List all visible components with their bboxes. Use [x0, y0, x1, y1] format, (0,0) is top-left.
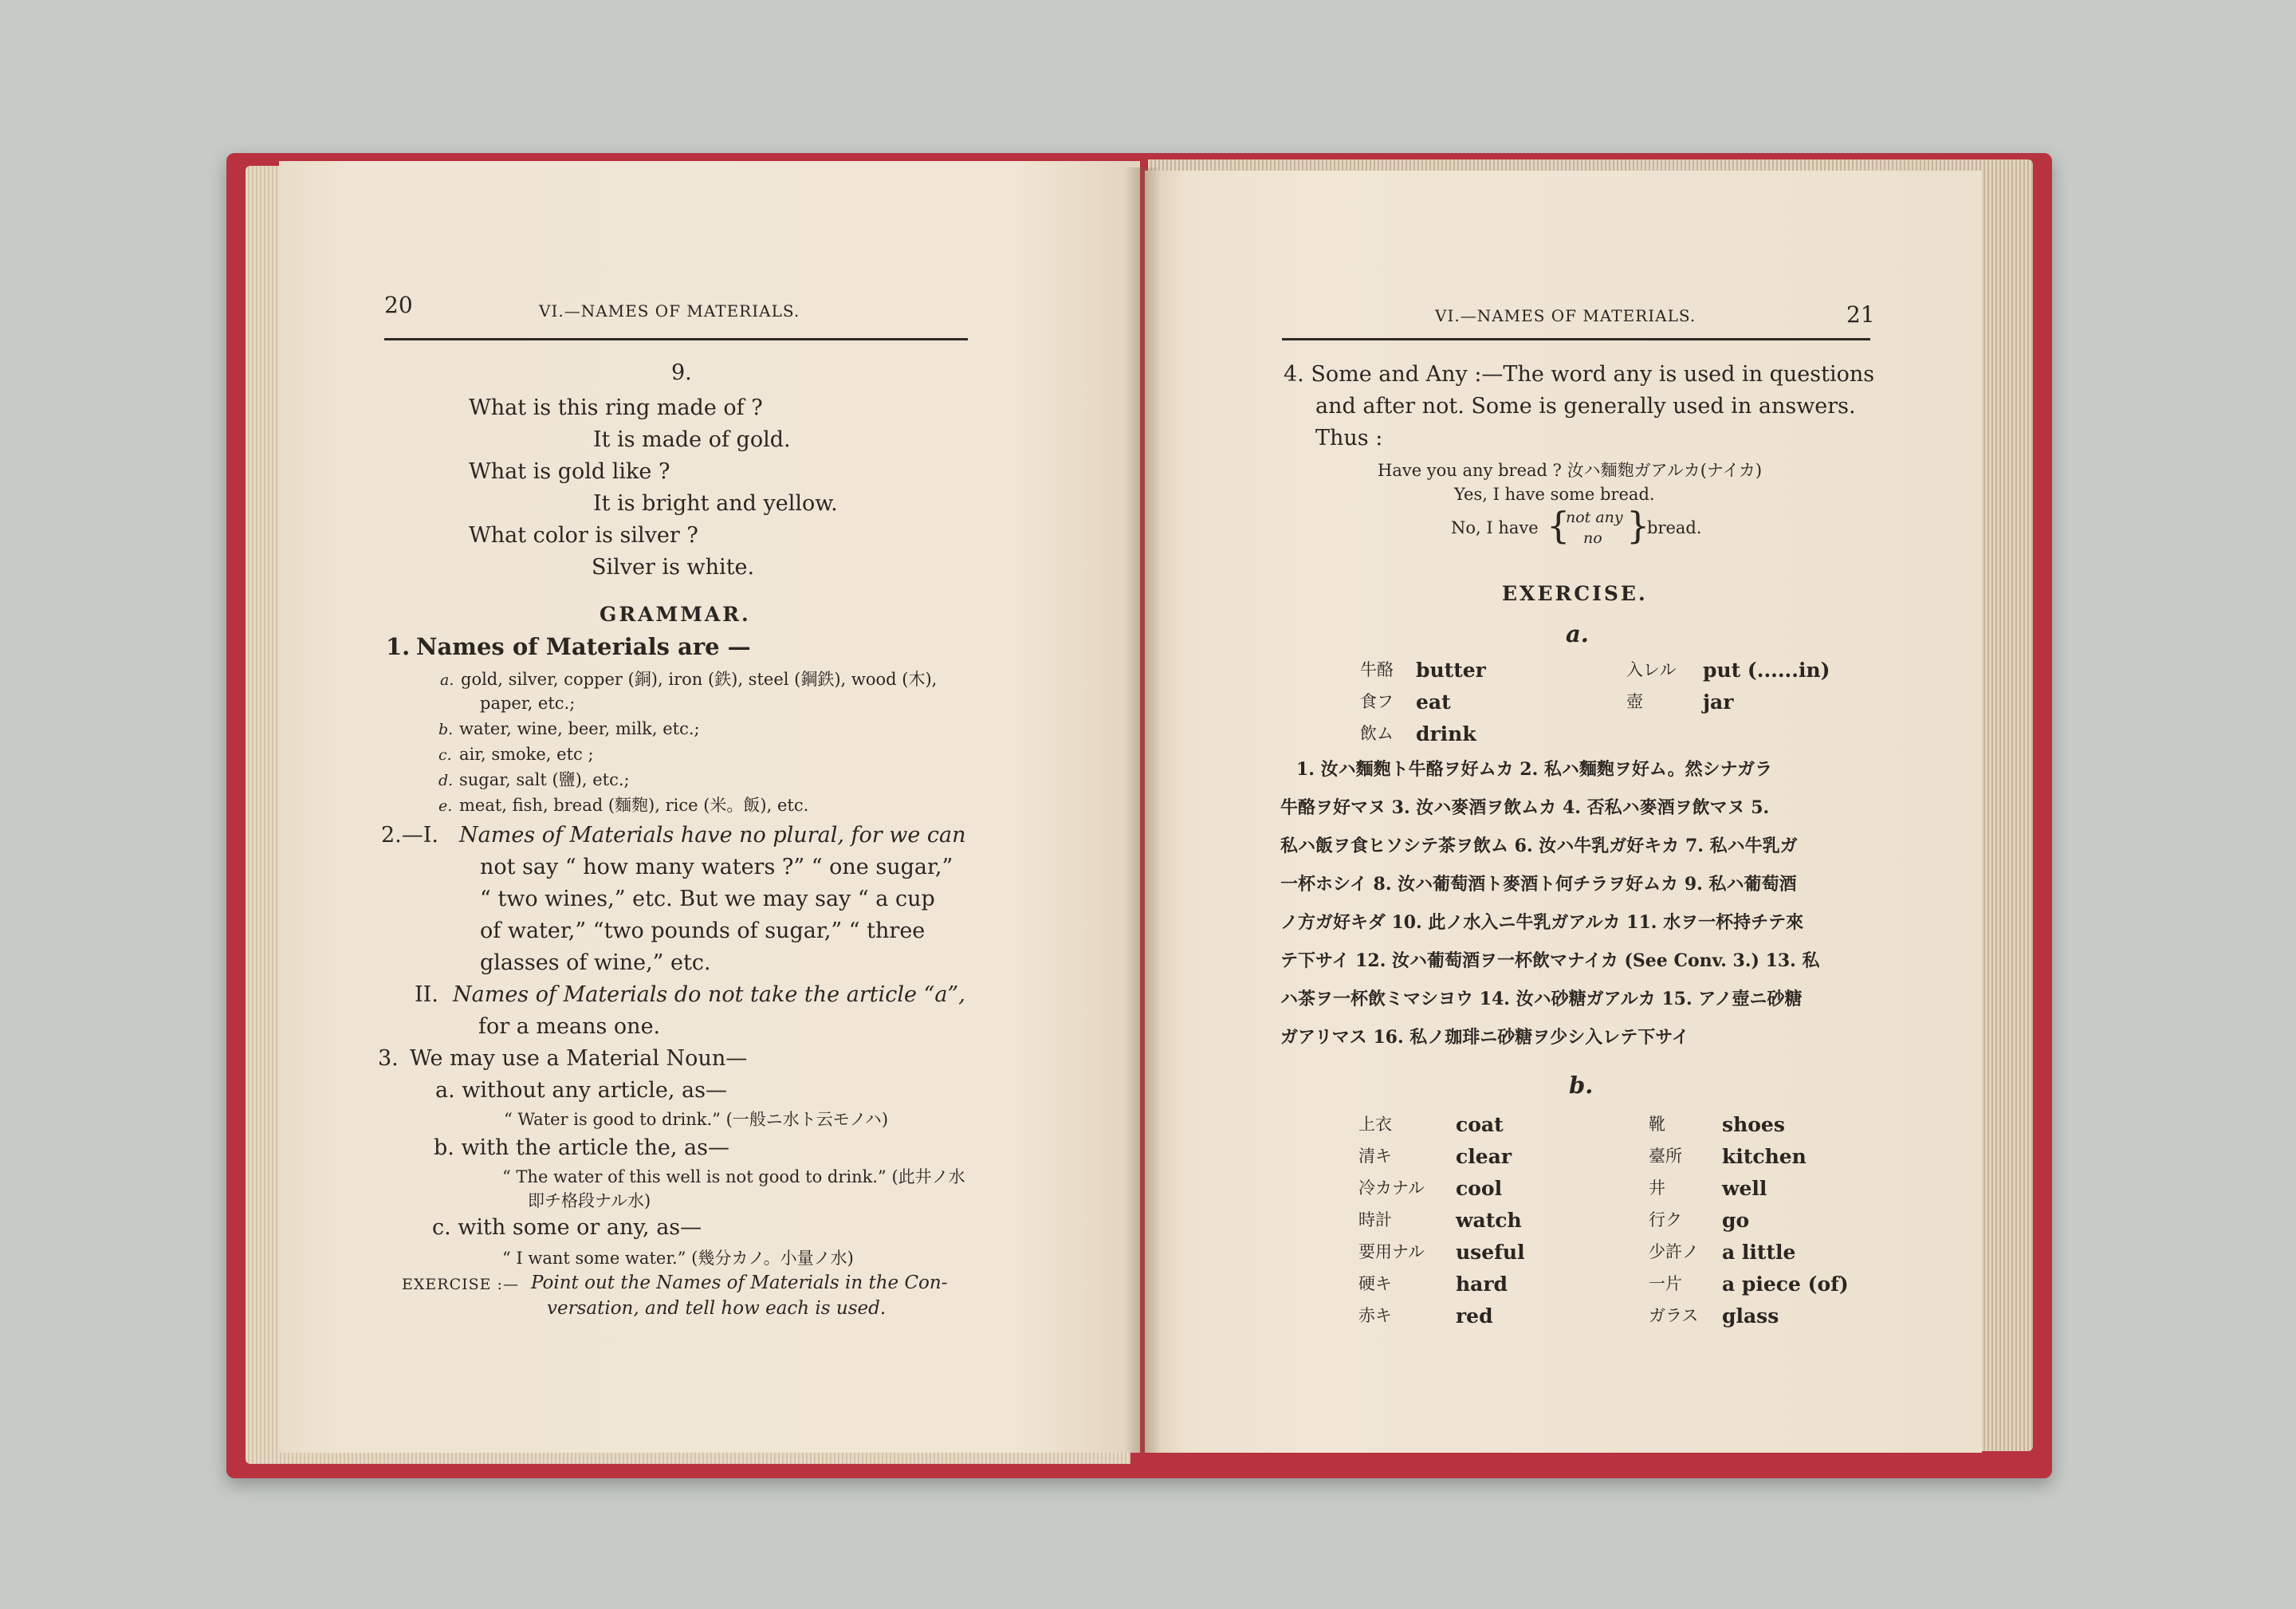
exercise-sentence: 一杯ホシイ 8. 汝ハ葡萄酒ト麥酒ト何チラヲ好ムカ 9. 私ハ葡萄酒 — [1280, 874, 1797, 895]
dialogue-line: What color is silver ? — [469, 523, 698, 548]
example: no — [1583, 529, 1602, 547]
vocab-jp: 井 — [1649, 1178, 1665, 1198]
vocab-jp: 硬キ — [1358, 1274, 1392, 1293]
vocab-jp: 入レル — [1626, 660, 1677, 679]
exercise-sentence: テ下サイ 12. 汝ハ葡萄酒ヲ一杯飲マナイカ (See Conv. 3.) 13. 私 — [1280, 950, 1820, 971]
point-text: Thus : — [1315, 426, 1383, 450]
sub-point: c. with some or any, as— — [432, 1215, 702, 1240]
vocab-jp: 壺 — [1626, 692, 1643, 711]
vocab-en: coat — [1456, 1113, 1504, 1136]
vocab-jp: 少許ノ — [1649, 1242, 1699, 1261]
item-text: sugar, salt (鹽), etc.; — [459, 770, 630, 789]
point-text: and after not. Some is generally used in answers. — [1315, 394, 1856, 419]
item-text: gold, silver, copper (銅), iron (鉄), steel (鋼鉄), wood (木), — [461, 670, 938, 689]
dialogue-line: What is gold like ? — [469, 459, 670, 484]
example: “ The water of this well is not good to drink.” (此井ノ水 — [502, 1167, 965, 1186]
vocab-jp: 食フ — [1360, 692, 1394, 711]
example: bread. — [1647, 518, 1702, 537]
item-letter: e. — [438, 797, 453, 815]
vocab-jp: 上衣 — [1358, 1115, 1392, 1134]
item-letter: b. — [438, 721, 454, 738]
point-text: for a means one. — [478, 1014, 661, 1039]
vocab-jp: 時計 — [1358, 1210, 1392, 1229]
header-rule — [384, 338, 968, 340]
exercise-label: EXERCISE :— — [402, 1276, 519, 1293]
item-letter: a. — [440, 671, 454, 689]
vocab-en: red — [1456, 1304, 1493, 1328]
example: No, I have — [1451, 518, 1539, 537]
section-number: 9. — [671, 360, 692, 385]
vocab-en: shoes — [1722, 1113, 1785, 1136]
dialogue-line: It is bright and yellow. — [593, 491, 838, 516]
vocab-en: kitchen — [1722, 1145, 1807, 1168]
example: “ I want some water.” (幾分カノ。小量ノ水) — [502, 1249, 854, 1268]
page-number: 20 — [384, 292, 413, 318]
vocab-en: useful — [1456, 1241, 1525, 1264]
example: Have you any bread ? 汝ハ麵麭ガアルカ(ナイカ) — [1378, 461, 1763, 480]
exercise-text: Point out the Names of Materials in the Con- — [531, 1273, 948, 1293]
example: Yes, I have some bread. — [1454, 485, 1655, 504]
exercise-sentence: ノ方ガ好キダ 10. 此ノ水入ニ牛乳ガアルカ 11. 水ヲ一杯持チテ來 — [1280, 912, 1804, 933]
dialogue-line: It is made of gold. — [593, 427, 791, 452]
item-text: paper, etc.; — [480, 694, 576, 713]
exercise-title: EXERCISE. — [1502, 582, 1648, 605]
header-rule — [1282, 338, 1870, 340]
exercise-sentence: 1. 汝ハ麵麭ト牛酪ヲ好ムカ 2. 私ハ麵麭ヲ好ム。然シナガラ — [1296, 759, 1773, 780]
sub-point: a. without any article, as— — [435, 1078, 727, 1103]
point-text: Names of Materials have no plural, for we can — [459, 823, 966, 848]
exercise-sentence: 私ハ飯ヲ食ヒソシテ茶ヲ飲ム 6. 汝ハ牛乳ガ好キカ 7. 私ハ牛乳ガ — [1280, 836, 1798, 856]
dialogue-line: Silver is white. — [592, 555, 755, 580]
exercise-sentence: ハ茶ヲ一杯飲ミマシヨウ 14. 汝ハ砂糖ガアルカ 15. アノ壺ニ砂糖 — [1280, 989, 1803, 1009]
point-number: 2.—I. — [381, 823, 439, 848]
vocab-jp: 飲ム — [1360, 724, 1394, 743]
vocab-en: a little — [1722, 1241, 1796, 1264]
vocab-en: butter — [1416, 659, 1486, 682]
point-number: II. — [415, 982, 438, 1007]
part-label: b. — [1569, 1072, 1594, 1099]
example: “ Water is good to drink.” (一般ニ水ト云モノハ) — [504, 1110, 889, 1129]
point-title: We may use a Material Noun— — [410, 1046, 748, 1071]
item-text: meat, fish, bread (麵麭), rice (米。飯), etc. — [459, 796, 809, 815]
vocab-en: clear — [1456, 1145, 1512, 1168]
vocab-en: watch — [1456, 1209, 1522, 1232]
point-text: of water,” “two pounds of sugar,” “ three — [480, 919, 926, 943]
brace-left: { — [1547, 504, 1571, 547]
running-head: VI.—NAMES OF MATERIALS. — [1435, 306, 1696, 325]
brace-right: } — [1626, 504, 1650, 547]
item-text: water, wine, beer, milk, etc.; — [459, 719, 700, 738]
vocab-jp: ガラス — [1649, 1306, 1699, 1325]
vocab-jp: 臺所 — [1649, 1147, 1682, 1166]
vocab-jp: 清キ — [1358, 1147, 1392, 1166]
point-number: 1. — [386, 633, 411, 660]
vocab-jp: 靴 — [1649, 1115, 1665, 1134]
vocab-jp: 冷カナル — [1358, 1178, 1425, 1198]
exercise-sentence: ガアリマス 16. 私ノ珈琲ニ砂糖ヲ少シ入レテ下サイ — [1280, 1027, 1689, 1048]
exercise-text: versation, and tell how each is used. — [547, 1298, 887, 1319]
item-letter: d. — [438, 772, 454, 789]
point-text: “ two wines,” etc. But we may say “ a cup — [480, 887, 935, 911]
dialogue-line: What is this ring made of ? — [469, 395, 763, 420]
item-text: air, smoke, etc ; — [459, 745, 594, 764]
vocab-jp: 赤キ — [1358, 1306, 1392, 1325]
vocab-en: put (......in) — [1703, 659, 1830, 682]
point-text: glasses of wine,” etc. — [480, 950, 711, 975]
part-label: a. — [1566, 620, 1589, 647]
vocab-jp: 要用ナル — [1358, 1242, 1425, 1261]
vocab-jp: 牛酪 — [1360, 660, 1394, 679]
vocab-en: jar — [1703, 690, 1734, 714]
left-page — [279, 161, 1140, 1453]
example: not any — [1566, 509, 1623, 526]
example: 即チ格段ナル水) — [528, 1191, 651, 1210]
point-text: Names of Materials do not take the article “a”, — [453, 982, 965, 1007]
vocab-en: eat — [1416, 690, 1451, 714]
vocab-jp: 行ク — [1649, 1210, 1682, 1229]
grammar-title: GRAMMAR. — [600, 603, 751, 626]
vocab-en: glass — [1722, 1304, 1779, 1328]
book-gutter — [1124, 167, 1161, 1453]
running-head: VI.—NAMES OF MATERIALS. — [539, 301, 800, 321]
right-page — [1145, 171, 1982, 1453]
item-letter: c. — [438, 746, 452, 764]
point-text: not say “ how many waters ?” “ one sugar,” — [480, 855, 953, 879]
page-number: 21 — [1846, 301, 1875, 328]
point-number: 3. — [378, 1046, 399, 1071]
exercise-sentence: 牛酪ヲ好マヌ 3. 汝ハ麥酒ヲ飲ムカ 4. 否私ハ麥酒ヲ飲マヌ 5. — [1280, 797, 1770, 818]
vocab-en: hard — [1456, 1273, 1508, 1296]
point-text: 4. Some and Any :—The word any is used in questions — [1284, 362, 1875, 387]
vocab-en: go — [1722, 1209, 1750, 1232]
vocab-en: well — [1722, 1177, 1767, 1200]
point-title: Names of Materials are — — [416, 633, 751, 660]
vocab-en: a piece (of) — [1722, 1273, 1849, 1296]
vocab-jp: 一片 — [1649, 1274, 1682, 1293]
sub-point: b. with the article the, as— — [434, 1135, 729, 1160]
vocab-en: cool — [1456, 1177, 1503, 1200]
vocab-en: drink — [1416, 722, 1476, 745]
